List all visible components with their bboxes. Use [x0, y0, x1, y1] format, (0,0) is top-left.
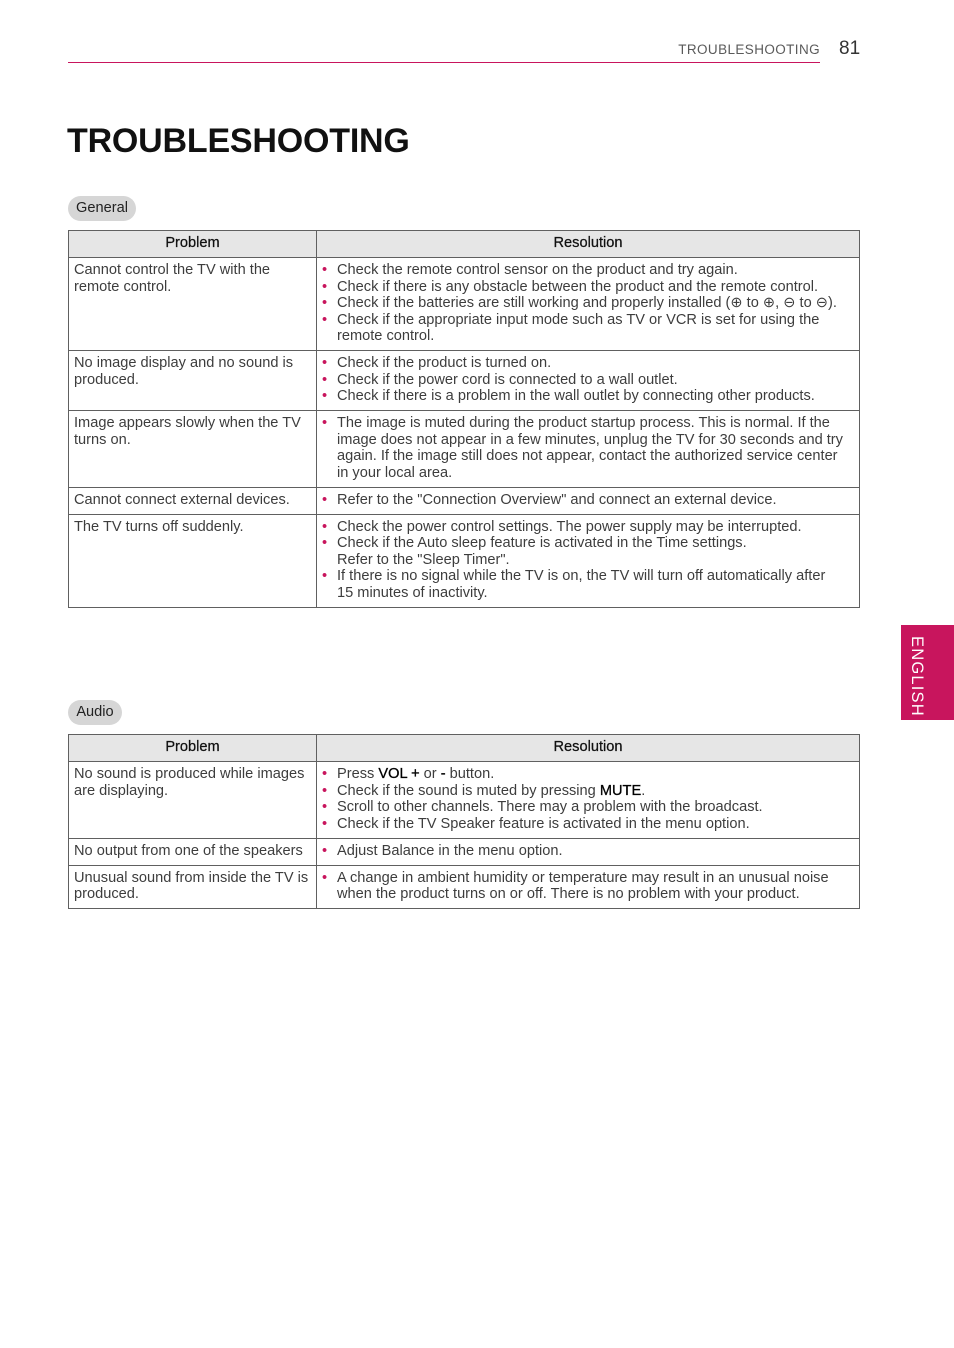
resolution-cell: [317, 865, 860, 909]
resolution-text: • Check if the appropriate input mode such as TV or VCR is set for using the: [337, 311, 820, 328]
resolution-text: when the product turns on or off. There is no problem with your product.: [337, 886, 800, 902]
resolution-text: again. If the image still does not appear, contact the authorized service center: [337, 448, 838, 464]
resolution-text: • Adjust Balance in the menu option.: [337, 842, 563, 859]
resolution-bullet: [322, 870, 854, 903]
resolution-bullet: [322, 816, 854, 833]
resolution-text: • Check the power control settings. The power supply may be interrupted.: [337, 518, 802, 535]
resolution-cell: [317, 514, 860, 607]
resolution-bullet: [322, 519, 854, 536]
problem-cell: [69, 514, 317, 607]
table-row: [69, 865, 860, 909]
resolution-text: image does not appear in a few minutes, unplug the TV for 30 seconds and try: [337, 431, 843, 448]
resolution-text: • Check if the TV Speaker feature is activated in the menu option.: [337, 815, 750, 832]
page-title: TROUBLESHOOTING: [67, 122, 410, 160]
resolution-text: • Check if there is a problem in the wall outlet by connecting other products.: [337, 388, 815, 404]
resolution-cell: [317, 351, 860, 411]
resolution-text: • Check if there is any obstacle between the product and the remote control.: [337, 278, 819, 295]
resolution-bullet: [322, 372, 854, 389]
resolution-bullet: [322, 295, 854, 312]
resolution-cell: [317, 258, 860, 351]
mute-key-label: MUTE: [599, 782, 642, 799]
problem-text: remote control.: [74, 278, 172, 295]
problem-cell: [69, 351, 317, 411]
problem-text: Cannot control the TV with the: [74, 262, 271, 278]
table-header-row: [69, 231, 860, 258]
resolution-bullet: [322, 492, 854, 509]
text-segment: Press: [337, 766, 379, 782]
column-header-resolution: Resolution: [317, 231, 860, 258]
resolution-bullet: [322, 312, 854, 345]
problem-text: No sound is produced while images: [74, 766, 305, 782]
problem-text: produced.: [74, 371, 139, 388]
resolution-bullet: [322, 783, 854, 800]
problem-text: Unusual sound from inside the TV is: [74, 869, 309, 886]
table-row: [69, 258, 860, 351]
resolution-text: Refer to the "Sleep Timer".: [337, 551, 510, 568]
language-side-tab-label: ENGLISH: [908, 636, 926, 717]
resolution-text: • Check if the Auto sleep feature is activated in the Time settings.: [337, 535, 747, 551]
problem-cell: [69, 865, 317, 909]
page-number: 81: [839, 38, 861, 59]
column-header-problem: Problem: [69, 231, 317, 258]
table-row: [69, 762, 860, 839]
resolution-text: in your local area.: [337, 464, 453, 481]
table-row: [69, 487, 860, 514]
resolution-text: remote control.: [337, 328, 435, 344]
resolution-text: [337, 766, 854, 783]
resolution-bullet: [322, 535, 854, 568]
table-row: [69, 514, 860, 607]
resolution-cell: [317, 762, 860, 839]
resolution-bullet: [322, 843, 854, 860]
resolution-cell: [317, 411, 860, 488]
problem-text: Image appears slowly when the TV: [74, 415, 301, 431]
resolution-bullet: [322, 568, 854, 601]
running-header-section: TROUBLESHOOTING: [678, 42, 820, 57]
audio-troubleshooting-table: [68, 734, 860, 909]
problem-cell: [69, 487, 317, 514]
vol-plus-key-label: VOL +: [378, 766, 420, 782]
problem-text: are displaying.: [74, 782, 169, 799]
resolution-text: • Refer to the "Connection Overview" and connect an external device.: [337, 491, 777, 508]
resolution-text: • Check if the batteries are still working and properly installed (⊕ to ⊕, ⊖ to ⊖).: [337, 295, 837, 311]
resolution-text: [337, 783, 854, 800]
resolution-bullet: [322, 279, 854, 296]
problem-cell: [69, 838, 317, 865]
problem-text: Cannot connect external devices.: [74, 491, 290, 508]
language-side-tab: [901, 625, 954, 720]
column-header-problem: Problem: [69, 735, 317, 762]
problem-text: No image display and no sound is: [74, 355, 294, 371]
resolution-bullet: [322, 355, 854, 372]
resolution-text: • Scroll to other channels. There may a problem with the broadcast.: [337, 799, 763, 815]
resolution-text: • Check if the product is turned on.: [337, 355, 552, 371]
resolution-text: • Check the remote control sensor on the product and try again.: [337, 262, 738, 278]
text-segment: or: [419, 766, 441, 782]
problem-text: The TV turns off suddenly.: [74, 518, 244, 535]
table-row: [69, 411, 860, 488]
general-troubleshooting-table: [68, 230, 860, 608]
resolution-text: • The image is muted during the product startup process. This is normal. If the: [337, 415, 830, 431]
section-label-audio: Audio: [68, 700, 122, 725]
problem-text: turns on.: [74, 431, 131, 448]
column-header-resolution: Resolution: [317, 735, 860, 762]
problem-cell: [69, 762, 317, 839]
resolution-bullet: [322, 262, 854, 279]
problem-text: No output from one of the speakers: [74, 842, 303, 859]
header-rule: [68, 62, 820, 63]
resolution-bullet: [322, 388, 854, 405]
resolution-text: • A change in ambient humidity or temperature may result in an unusual noise: [337, 869, 829, 886]
table-row: [69, 838, 860, 865]
section-label-general: General: [68, 196, 136, 221]
resolution-bullet: [322, 415, 854, 481]
resolution-text: • Check if the power cord is connected to a wall outlet.: [337, 371, 678, 388]
resolution-bullet: [322, 799, 854, 816]
problem-cell: [69, 258, 317, 351]
text-segment: Check if the sound is muted by pressing: [337, 782, 600, 799]
vol-minus-key-label: -: [440, 766, 446, 782]
table-header-row: [69, 735, 860, 762]
problem-cell: [69, 411, 317, 488]
resolution-cell: [317, 838, 860, 865]
resolution-cell: [317, 487, 860, 514]
table-row: [69, 351, 860, 411]
problem-text: produced.: [74, 886, 139, 902]
resolution-text: • If there is no signal while the TV is on, the TV will turn off automatically after: [337, 568, 826, 584]
text-segment: button.: [445, 766, 495, 782]
resolution-bullet: [322, 766, 854, 783]
resolution-text: 15 minutes of inactivity.: [337, 584, 488, 601]
text-segment: .: [641, 782, 646, 799]
